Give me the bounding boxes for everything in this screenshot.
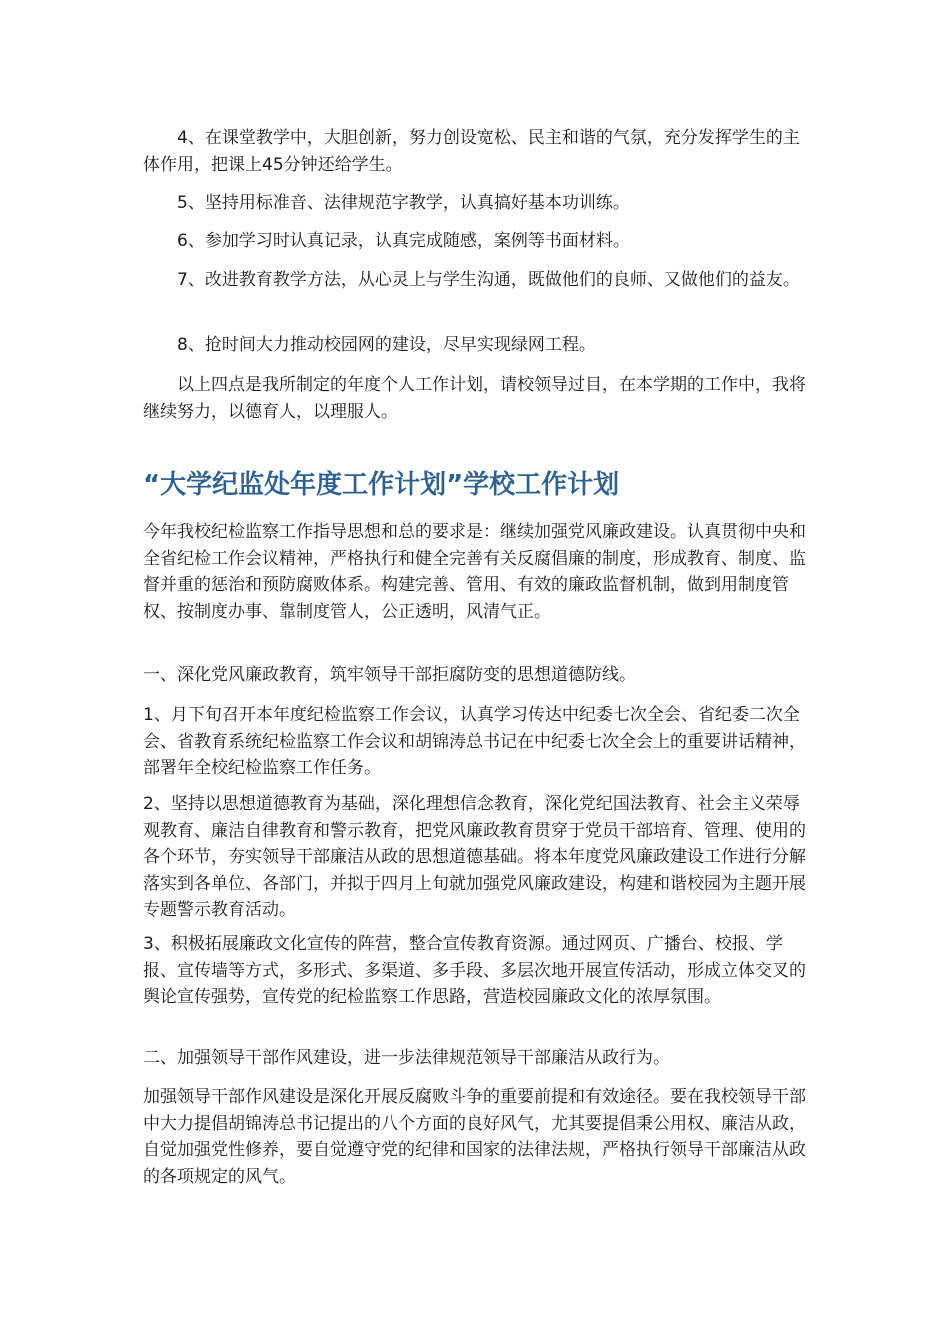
- item-paragraph-2: 2、坚持以思想道德教育为基础，深化理想信念教育，深化党纪国法教育、社会主义荣辱观教育、廉洁自律教育和警示教育，把党风廉政教育贯穿于党员干部培育、管理、使用的各个环节，夯实领导干部廉洁从政的思想道德基础。将本年度党风廉政建设工作进行分解落实到各单位、各部门，并拟于四月上旬就加强党风廉政建设，构建和谐校园为主题开展专题警示教育活动。: [143, 794, 806, 920]
- conduct-paragraph: 加强领导干部作风建设是深化开展反腐败斗争的重要前提和有效途径。要在我校领导干部中大力提倡胡锦涛总书记提出的八个方面的良好风气，尤其要提倡秉公用权、廉洁从政，自觉加强党性修养，要自觉遵守党的纪律和国家的法律法规，严格执行领导干部廉洁从政的各项规定的风气。: [143, 1087, 806, 1187]
- item-paragraph-3: 3、积极拓展廉政文化宣传的阵营，整合宣传教育资源。通过网页、广播台、校报、学报、宣传墙等方式，多形式、多渠道、多手段、多层次地开展宣传活动，形成立体交叉的舆论宣传强势，宣传党的纪检监察工作思路，营造校园廉政文化的浓厚氛围。: [143, 934, 806, 1007]
- work-plan-item-4: 4、在课堂教学中，大胆创新，努力创设宽松、民主和谐的气氛，充分发挥学生的主体作用，把课上45分钟还给学生。: [143, 128, 800, 175]
- item-paragraph-1: 1、月下旬召开本年度纪检监察工作会议，认真学习传达中纪委七次全会、省纪委二次全会、省教育系统纪检监察工作会议和胡锦涛总书记在中纪委七次全会上的重要讲话精神，部署年全校纪检监察工作任务。: [143, 705, 806, 778]
- section-heading-one: 一、深化党风廉政教育，筑牢领导干部拒腐防变的思想道德防线。: [143, 665, 636, 685]
- section-heading-two: 二、加强领导干部作风建设，进一步法律规范领导干部廉洁从政行为。: [143, 1048, 670, 1068]
- intro-paragraph: 今年我校纪检监察工作指导思想和总的要求是：继续加强党风廉政建设。认真贯彻中央和全省纪检工作会议精神，严格执行和健全完善有关反腐倡廉的制度，形成教育、制度、监督并重的惩治和预防腐败体系。构建完善、管用、有效的廉政监督机制，做到用制度管权、按制度办事、靠制度管人，公正透明，风清气正。: [143, 522, 806, 622]
- work-plan-item-5: 5、坚持用标准音、法律规范字教学，认真搞好基本功训练。: [177, 193, 630, 213]
- work-plan-item-6: 6、参加学习时认真记录，认真完成随感，案例等书面材料。: [177, 231, 630, 251]
- work-plan-summary: 以上四点是我所制定的年度个人工作计划，请校领导过目，在本学期的工作中，我将继续努力，以德育人，以理服人。: [143, 375, 806, 422]
- section-title: “大学纪监处年度工作计划”学校工作计划: [143, 470, 620, 500]
- work-plan-item-7: 7、改进教育教学方法，从心灵上与学生沟通，既做他们的良师、又做他们的益友。: [177, 270, 800, 290]
- work-plan-item-8: 8、抢时间大力推动校园网的建设，尽早实现绿网工程。: [177, 335, 596, 355]
